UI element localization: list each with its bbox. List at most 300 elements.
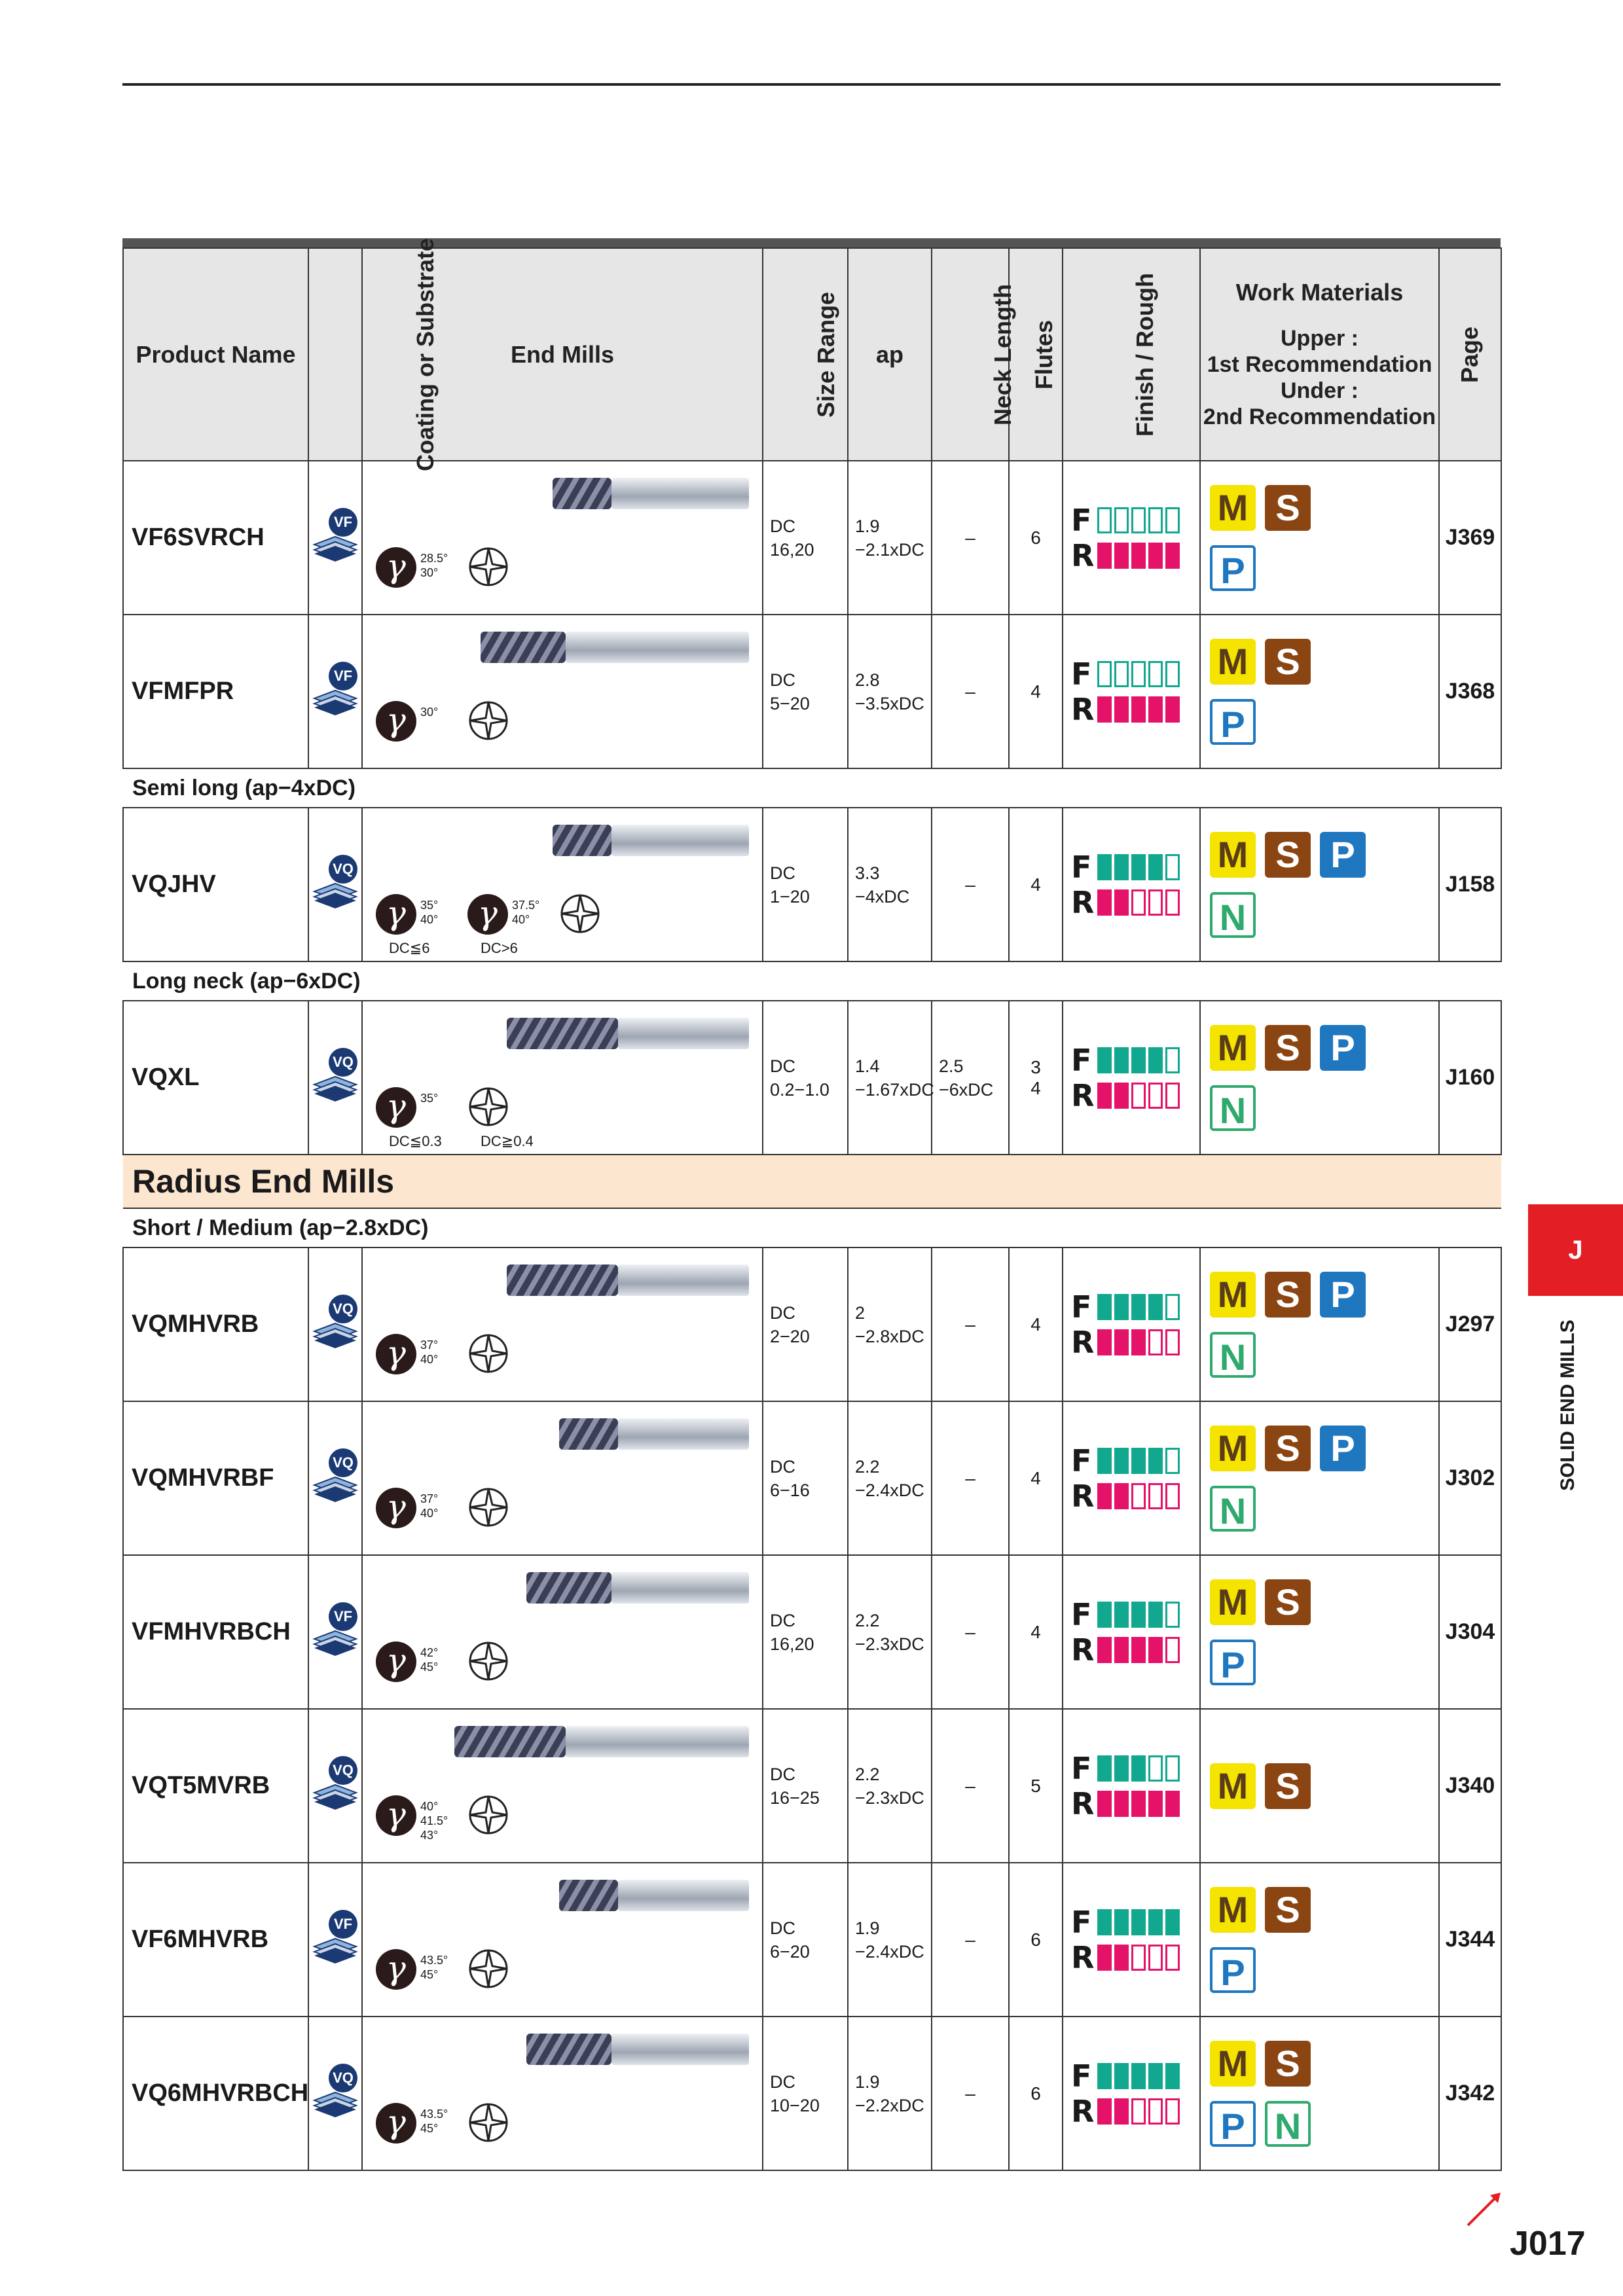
rating-box [1131,1329,1146,1355]
end-mill-illustration [363,1864,762,2015]
finish-rating [1071,1751,1199,1786]
material-row [1210,692,1438,752]
material-s-tile: S [1265,832,1311,878]
work-materials [1200,808,1439,961]
rating-box [1131,661,1146,687]
end-mill-illustration [363,1002,762,1153]
helix-angle-icon: γ [376,701,416,742]
material-row [1210,1078,1438,1138]
neck-length: – [932,461,1009,615]
tool-flutes [553,825,611,856]
header-finish-rough: Finish / Rough [1063,248,1200,461]
rough-rating [1071,1786,1199,1821]
tool-flutes [454,1726,566,1757]
material-m-tile: M [1210,639,1256,685]
material-m-tile: M [1210,485,1256,531]
finish-rough-rating [1063,1863,1200,2017]
material-row [1210,825,1438,885]
helix-angles: 35° 40° [420,899,439,926]
arrow-icon [1464,2190,1503,2229]
helix-angles-alt: 37.5° 40° [512,899,540,926]
rating-box [1114,1637,1129,1663]
rough-rating [1071,692,1199,727]
coating-cell [308,615,362,768]
material-s-tile: S [1265,1763,1311,1809]
rating-box [1114,1083,1129,1109]
coating-cell [308,461,362,615]
rating-box [1131,1909,1146,1935]
material-s-tile: S [1265,1579,1311,1625]
material-s-tile: S [1265,1272,1311,1318]
material-row [1210,1940,1438,2000]
page-ref[interactable]: J160 [1439,1001,1501,1155]
rating-box [1148,889,1163,916]
rough-rating [1071,1078,1199,1113]
rating-box [1114,1483,1129,1509]
rating-box [1114,507,1129,533]
neck-length: – [932,808,1009,961]
cross-section-icon [559,893,601,935]
coating-icon [309,1446,361,1511]
subsection-label: Semi long (ap−4xDC) [123,768,1501,808]
size-range: DC 16,20 [763,461,848,615]
tool-shank [618,1880,749,1911]
rating-box [1131,1294,1146,1320]
rating-box [1148,854,1163,880]
rating-box [1131,1047,1146,1073]
rating-box [1114,1602,1129,1628]
material-row [1210,1880,1438,1940]
product-name[interactable]: VQXL [123,1001,308,1155]
coating-cell [308,2017,362,2170]
table-row[interactable] [123,615,1501,768]
rating-box [1131,1483,1146,1509]
material-p-tile: P [1320,1272,1366,1318]
material-row [1210,1018,1438,1078]
subsection-row [123,961,1501,1001]
ap-value: 2 −2.8xDC [848,1247,932,1401]
page-ref[interactable]: J297 [1439,1247,1501,1401]
tool-shank [611,2034,749,2065]
material-p-tile: P [1320,1426,1366,1471]
rough-rating [1071,2094,1199,2129]
material-p-tile: P [1210,545,1256,591]
flutes: 4 [1009,808,1063,961]
rating-box [1165,661,1180,687]
finish-rating [1071,656,1199,692]
rating-box [1148,661,1163,687]
coating-cell [308,1247,362,1401]
helix-angle-icon: γ [376,1795,416,1836]
rating-box [1131,1755,1146,1782]
finish-rating [1071,1043,1199,1078]
material-row [1210,632,1438,692]
table-row[interactable] [123,1709,1501,1863]
rating-box [1148,696,1163,723]
subsection-row [123,768,1501,808]
work-materials [1200,1247,1439,1401]
rating-letter: F [1071,1289,1092,1325]
tool-flutes [526,2034,611,2065]
end-mill-illustration [363,809,762,960]
material-row [1210,1756,1438,1816]
page-ref[interactable]: J368 [1439,615,1501,768]
rating-letter: R [1071,884,1095,920]
tool-flutes [507,1018,618,1049]
coating-cell [308,1401,362,1555]
coating-badge: VQ [329,1295,357,1323]
rating-letter: R [1071,1785,1095,1821]
end-mill-cell [362,1401,763,1555]
rating-box [1148,1791,1163,1817]
rating-box [1148,2098,1163,2125]
helix-angles: 42° 45° [420,1646,439,1674]
end-mill-cell [362,1709,763,1863]
coating-cell [308,1709,362,1863]
ap-value: 1.9 −2.2xDC [848,2017,932,2170]
ap-value: 1.9 −2.1xDC [848,461,932,615]
helix-angle-icon: γ [376,1334,416,1374]
flutes: 4 [1009,1247,1063,1401]
material-m-tile: M [1210,832,1256,878]
neck-length: – [932,1709,1009,1863]
header-band [122,238,1501,247]
helix-angles: 43.5° 45° [420,2108,448,2135]
finish-rating [1071,503,1199,538]
rating-box [1097,696,1112,723]
material-row [1210,1572,1438,1632]
size-caption: DC≧0.4 [481,1133,534,1149]
cross-section-icon [467,1486,509,1528]
product-name[interactable]: VQT5MVRB [123,1709,308,1863]
end-mill-cell [362,1863,763,2017]
tool-flutes [481,632,566,663]
rating-box [1097,1483,1112,1509]
header-coating: Coating or Substrate [308,248,362,461]
material-m-tile: M [1210,1579,1256,1625]
rating-box [1165,543,1180,569]
tool-flutes [507,1265,618,1296]
rating-box [1131,696,1146,723]
cross-section-icon [467,546,509,588]
tool-shank [566,632,749,663]
material-n-tile: N [1210,1085,1256,1131]
rating-box [1131,2098,1146,2125]
rating-box [1097,854,1112,880]
helix-angle-icon: γ [376,894,416,935]
rough-rating [1071,538,1199,573]
neck-length: – [932,2017,1009,2170]
end-mill-cell [362,615,763,768]
product-name[interactable]: VQMHVRBF [123,1401,308,1555]
rating-box [1114,854,1129,880]
product-name[interactable]: VQJHV [123,808,308,961]
product-name[interactable]: VFMFPR [123,615,308,768]
rating-letter: R [1071,1077,1095,1113]
helix-angle-icon: γ [467,894,508,935]
finish-rating [1071,1443,1199,1479]
table-row[interactable] [123,1863,1501,2017]
rating-box [1114,1047,1129,1073]
layer-stack-icon [312,878,359,908]
page-ref[interactable]: J304 [1439,1555,1501,1709]
rating-box [1165,1483,1180,1509]
end-mill-illustration [363,1403,762,1554]
flutes: 4 [1009,615,1063,768]
subsection-label: Long neck (ap−6xDC) [123,961,1501,1001]
section-label: SOLID END MILLS [1557,1319,1578,1491]
rating-letter: R [1071,691,1095,727]
ap-value: 2.8 −3.5xDC [848,615,932,768]
flutes: 6 [1009,1863,1063,2017]
rating-box [1148,2063,1163,2089]
rating-box [1165,1945,1180,1971]
page-number: J017 [1510,2225,1586,2263]
table-row[interactable] [123,808,1501,961]
rating-letter: F [1071,849,1092,885]
product-name[interactable]: VQMHVRB [123,1247,308,1401]
coating-icon [309,1753,361,1819]
page-ref[interactable]: J344 [1439,1863,1501,2017]
product-name[interactable]: VFMHVRBCH [123,1555,308,1709]
rating-box [1165,1047,1180,1073]
rating-box [1097,1047,1112,1073]
rating-box [1131,1448,1146,1474]
rating-box [1165,1791,1180,1817]
helix-angles: 37° 40° [420,1338,439,1366]
size-range: DC 6−20 [763,1863,848,2017]
finish-rough-rating [1063,1555,1200,1709]
page-ref[interactable]: J158 [1439,808,1501,961]
material-row [1210,1325,1438,1385]
rating-box [1114,661,1129,687]
coating-cell [308,1001,362,1155]
rating-box [1165,1755,1180,1782]
rating-box [1114,1945,1129,1971]
layer-stack-icon [312,531,359,562]
flutes: 4 [1009,1555,1063,1709]
rating-letter: F [1071,1443,1092,1479]
rating-box [1097,1602,1112,1628]
rating-box [1097,543,1112,569]
work-materials [1200,615,1439,768]
coating-badge: VF [329,1602,357,1631]
end-mill-cell [362,2017,763,2170]
coating-badge: VQ [329,1048,357,1077]
material-row [1210,2034,1438,2094]
size-range: DC 0.2−1.0 [763,1001,848,1155]
rating-box [1165,2098,1180,2125]
material-s-tile: S [1265,639,1311,685]
product-name[interactable]: VQ6MHVRBCH [123,2017,308,2170]
material-row [1210,1479,1438,1539]
rating-box [1165,1637,1180,1663]
flutes: 4 [1009,1401,1063,1555]
helix-angles: 43.5° 45° [420,1954,448,1981]
neck-length: – [932,1555,1009,1709]
coating-icon [309,2061,361,2126]
page-ref[interactable]: J340 [1439,1709,1501,1863]
cross-section-icon [467,1794,509,1836]
rating-box [1114,1909,1129,1935]
helix-angle-icon: γ [376,1641,416,1682]
rating-box [1114,1755,1129,1782]
finish-rough-rating [1063,461,1200,615]
rating-letter: F [1071,1042,1092,1078]
rating-box [1165,1448,1180,1474]
coating-cell [308,1863,362,2017]
rating-box [1097,2063,1112,2089]
header-flutes: Flutes [1009,248,1063,461]
material-row [1210,1265,1438,1325]
rating-box [1097,1329,1112,1355]
rating-box [1165,507,1180,533]
material-m-tile: M [1210,1272,1256,1318]
coating-badge: VF [329,662,357,691]
rating-letter: F [1071,1750,1092,1786]
size-range: DC 5−20 [763,615,848,768]
cross-section-icon [467,700,509,742]
rating-letter: F [1071,2058,1092,2094]
table-row[interactable] [123,2017,1501,2170]
rating-box [1114,1329,1129,1355]
rating-box [1148,1637,1163,1663]
rating-box [1114,1791,1129,1817]
rating-box [1148,1047,1163,1073]
size-range: DC 16,20 [763,1555,848,1709]
layer-stack-icon [312,1933,359,1964]
rating-box [1131,1602,1146,1628]
material-n-tile: N [1265,2101,1311,2147]
rating-box [1165,1602,1180,1628]
rating-box [1097,1637,1112,1663]
rating-box [1131,1637,1146,1663]
product-name[interactable]: VF6SVRCH [123,461,308,615]
rating-box [1165,1909,1180,1935]
material-p-tile: P [1210,699,1256,745]
ap-value: 2.2 −2.3xDC [848,1709,932,1863]
cross-section-icon [467,1948,509,1990]
table-row[interactable] [123,1247,1501,1401]
rating-box [1148,1602,1163,1628]
size-caption: DC>6 [481,940,518,956]
flutes: 5 [1009,1709,1063,1863]
rating-box [1097,661,1112,687]
finish-rough-rating [1063,808,1200,961]
helix-angle-icon: γ [376,1488,416,1528]
end-mill-cell [362,1247,763,1401]
material-m-tile: M [1210,1887,1256,1933]
rating-box [1131,889,1146,916]
layer-stack-icon [312,2087,359,2117]
table-row[interactable] [123,461,1501,615]
subsection-label: Short / Medium (ap−2.8xDC) [123,1208,1501,1247]
helix-angles: 40° 41.5° 43° [420,1800,448,1842]
rough-rating [1071,1325,1199,1360]
header-product-name: Product Name [123,248,308,461]
rating-box [1148,1448,1163,1474]
ap-value: 3.3 −4xDC [848,808,932,961]
coating-badge: VQ [329,855,357,884]
rating-box [1148,1755,1163,1782]
cross-section-icon [467,1086,509,1128]
material-n-tile: N [1210,1486,1256,1532]
rating-box [1148,1483,1163,1509]
neck-length: – [932,615,1009,768]
page-ref[interactable]: J302 [1439,1401,1501,1555]
material-s-tile: S [1265,1426,1311,1471]
rating-box [1131,1791,1146,1817]
finish-rough-rating [1063,1709,1200,1863]
material-m-tile: M [1210,2041,1256,2087]
tool-shank [618,1418,749,1450]
layer-stack-icon [312,1318,359,1348]
helix-angles: 35° [420,1092,439,1105]
finish-rough-rating [1063,615,1200,768]
rating-letter: F [1071,656,1092,692]
material-row [1210,2094,1438,2154]
coating-badge: VQ [329,2064,357,2092]
size-range: DC 2−20 [763,1247,848,1401]
section-tab[interactable]: J [1528,1204,1623,1296]
flutes: 3 4 [1009,1001,1063,1155]
cross-section-icon [467,2102,509,2144]
table-row[interactable] [123,1555,1501,1709]
rating-box [1148,543,1163,569]
material-p-tile: P [1320,1025,1366,1071]
material-m-tile: M [1210,1426,1256,1471]
rating-box [1097,1294,1112,1320]
rating-box [1148,1294,1163,1320]
material-row [1210,478,1438,538]
material-p-tile: P [1320,832,1366,878]
rating-box [1114,2063,1129,2089]
rating-box [1148,1909,1163,1935]
neck-length: – [932,1863,1009,2017]
finish-rating [1071,850,1199,885]
page-ref[interactable]: J369 [1439,461,1501,615]
table-row[interactable] [123,1001,1501,1155]
work-materials [1200,1863,1439,2017]
page-ref[interactable]: J342 [1439,2017,1501,2170]
header-ap: ap [848,248,932,461]
material-m-tile: M [1210,1763,1256,1809]
table-row[interactable] [123,1401,1501,1555]
coating-icon [309,659,361,725]
size-range: DC 6−16 [763,1401,848,1555]
product-name[interactable]: VF6MHVRB [123,1863,308,2017]
work-materials [1200,461,1439,615]
end-mill-cell [362,461,763,615]
rating-box [1165,2063,1180,2089]
neck-length: – [932,1401,1009,1555]
tool-shank [618,1265,749,1296]
tool-flutes [559,1880,618,1911]
rating-box [1131,2063,1146,2089]
end-mill-illustration [363,616,762,767]
end-mill-cell [362,1001,763,1155]
rating-box [1165,1294,1180,1320]
helix-angles: 28.5° 30° [420,552,448,579]
rating-letter: R [1071,1632,1095,1668]
flutes: 6 [1009,461,1063,615]
material-s-tile: S [1265,2041,1311,2087]
ap-value: 1.9 −2.4xDC [848,1863,932,2017]
ap-value: 1.4 −1.67xDC [848,1001,932,1155]
material-row [1210,538,1438,598]
header-size-range: Size Range [763,248,848,461]
material-n-tile: N [1210,892,1256,938]
